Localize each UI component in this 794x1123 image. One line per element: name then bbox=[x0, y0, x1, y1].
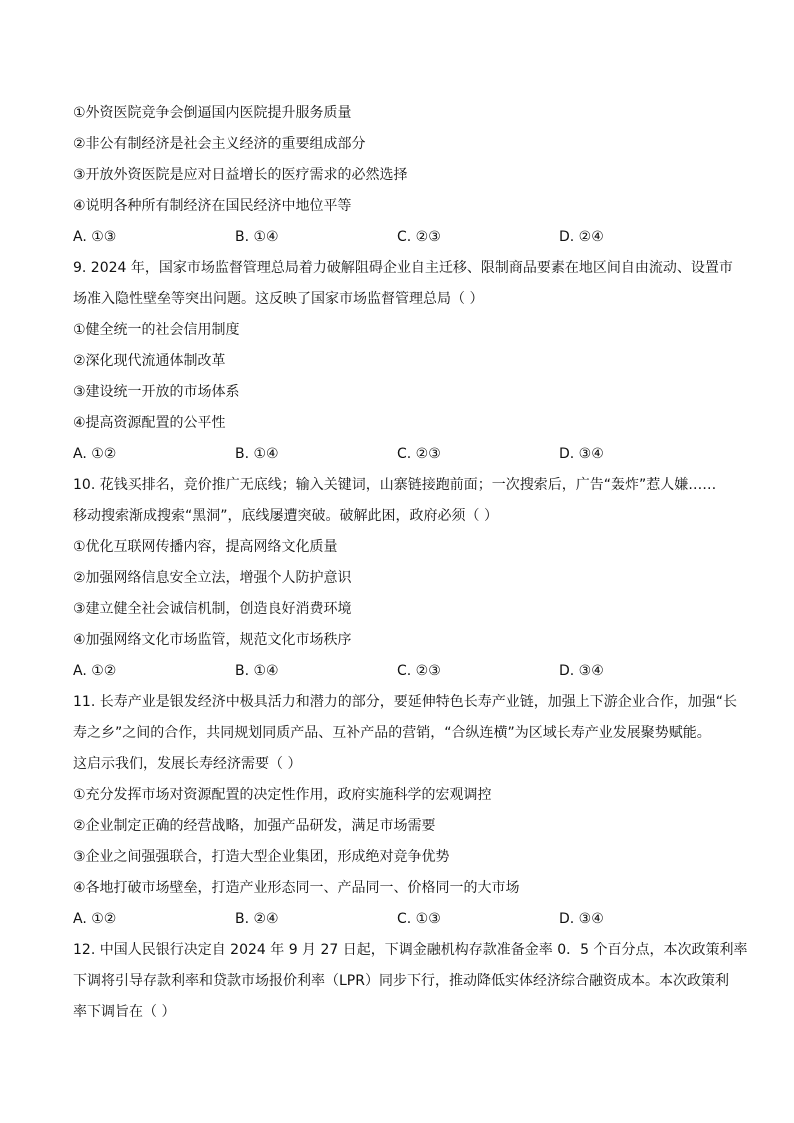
option-line: ④说明各种所有制经济在国民经济中地位平等 bbox=[73, 198, 352, 214]
question-stem-line: 率下调旨在（ ） bbox=[73, 1004, 176, 1020]
question-stem-line: 12. 中国人民银行决定自 2024 年 9 月 27 日起，下调金融机构存款准备金率 0．5 个百分点，本次政策利率 bbox=[73, 942, 748, 958]
choice-b: B. ②④ bbox=[235, 911, 279, 927]
choice-b: B. ①④ bbox=[235, 229, 279, 245]
option-line: ③开放外资医院是应对日益增长的医疗需求的必然选择 bbox=[73, 167, 408, 183]
choice-b: B. ①④ bbox=[235, 446, 279, 462]
option-line: ④各地打破市场壁垒，打造产业形态同一、产品同一、价格同一的大市场 bbox=[73, 880, 520, 896]
question-stem-line: 11. 长寿产业是银发经济中极具活力和潜力的部分，要延伸特色长寿产业链，加强上下游企业合作，加强“长 bbox=[73, 694, 737, 710]
choice-b: B. ①④ bbox=[235, 663, 279, 679]
choice-c: C. ①③ bbox=[397, 911, 441, 927]
question-stem-line: 移动搜索渐成搜索“黑洞”，底线屡遭突破。破解此困，政府必须（ ） bbox=[73, 508, 498, 524]
option-line: ①优化互联网传播内容，提高网络文化质量 bbox=[73, 539, 338, 555]
option-line: ②非公有制经济是社会主义经济的重要组成部分 bbox=[73, 136, 366, 152]
choice-a: A. ①② bbox=[73, 446, 117, 462]
choice-a: A. ①② bbox=[73, 911, 117, 927]
choice-d: D. ②④ bbox=[559, 229, 604, 245]
question-stem-line: 10. 花钱买排名，竞价推广无底线；输入关键词，山寨链接跑前面；一次搜索后，广告“轰炸”惹人嫌…… bbox=[73, 477, 717, 493]
question-stem-line: 9. 2024 年，国家市场监督管理总局着力破解阻碍企业自主迁移、限制商品要素在地区间自由流动、设置市 bbox=[73, 260, 733, 276]
choice-c: C. ②③ bbox=[397, 663, 441, 679]
answer-choices bbox=[73, 439, 723, 470]
choice-d: D. ③④ bbox=[559, 446, 604, 462]
question-stem-line: 下调将引导存款利率和贷款市场报价利率（LPR）同步下行，推动降低实体经济综合融资成本。本次政策利 bbox=[73, 973, 729, 989]
option-line: ①健全统一的社会信用制度 bbox=[73, 322, 240, 338]
answer-choices bbox=[73, 904, 723, 935]
choice-c: C. ②③ bbox=[397, 229, 441, 245]
choice-d: D. ③④ bbox=[559, 911, 604, 927]
option-line: ③企业之间强强联合，打造大型企业集团，形成绝对竞争优势 bbox=[73, 849, 450, 865]
question-stem-line: 寿之乡”之间的合作，共同规划同质产品、互补产品的营销，“合纵连横”为区域长寿产业发展聚势赋能。 bbox=[73, 725, 711, 741]
choice-d: D. ③④ bbox=[559, 663, 604, 679]
question-stem-line: 这启示我们，发展长寿经济需要（ ） bbox=[73, 756, 302, 772]
question-stem-line: 场准入隐性壁垒等突出问题。这反映了国家市场监督管理总局（ ） bbox=[73, 291, 484, 307]
option-line: ①外资医院竞争会倒逼国内医院提升服务质量 bbox=[73, 105, 352, 121]
option-line: ②深化现代流通体制改革 bbox=[73, 353, 226, 369]
question-11 bbox=[73, 687, 737, 935]
option-line: ④提高资源配置的公平性 bbox=[73, 415, 226, 431]
option-line: ③建立健全社会诚信机制，创造良好消费环境 bbox=[73, 601, 352, 617]
question-10 bbox=[73, 470, 723, 687]
prev-question-choices bbox=[73, 222, 723, 253]
choice-c: C. ②③ bbox=[397, 446, 441, 462]
option-line: ②加强网络信息安全立法，增强个人防护意识 bbox=[73, 570, 352, 586]
choice-a: A. ①② bbox=[73, 663, 117, 679]
prev-question-options bbox=[73, 98, 723, 222]
question-9 bbox=[73, 253, 733, 470]
question-content bbox=[73, 98, 748, 1028]
question-12 bbox=[73, 935, 748, 1028]
option-line: ③建设统一开放的市场体系 bbox=[73, 384, 240, 400]
option-line: ①充分发挥市场对资源配置的决定性作用，政府实施科学的宏观调控 bbox=[73, 787, 492, 803]
choice-a: A. ①③ bbox=[73, 229, 117, 245]
option-line: ④加强网络文化市场监管，规范文化市场秩序 bbox=[73, 632, 352, 648]
answer-choices bbox=[73, 656, 723, 687]
option-line: ②企业制定正确的经营战略，加强产品研发，满足市场需要 bbox=[73, 818, 436, 834]
